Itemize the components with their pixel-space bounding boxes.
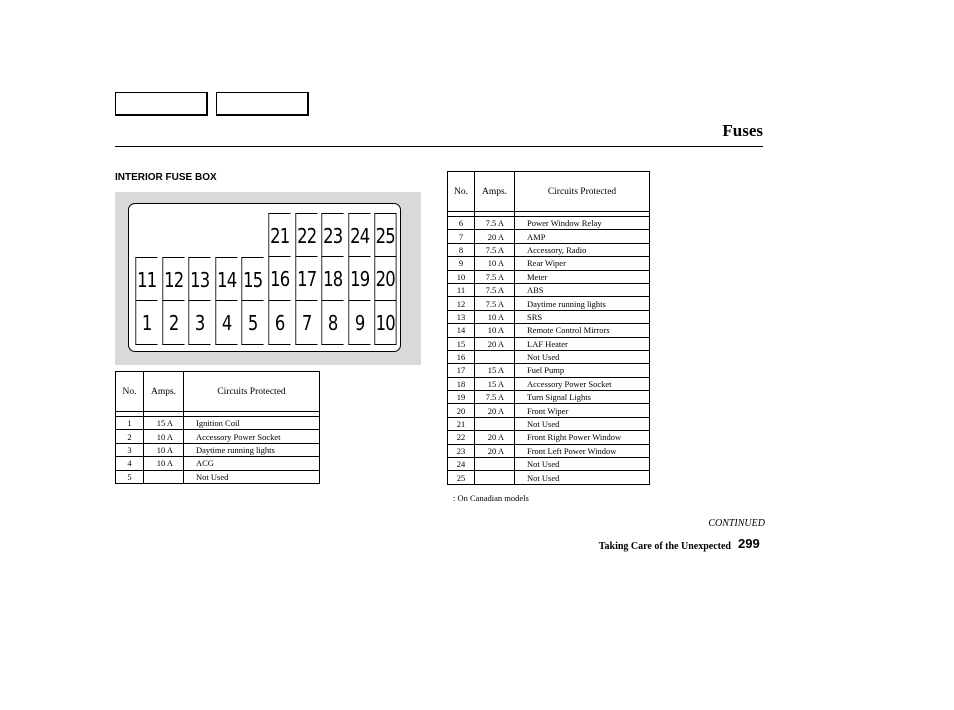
fuse-slot-label: 6 xyxy=(274,311,285,335)
cell-circuit: Accessory Power Socket xyxy=(184,430,320,443)
cell-amps: 20 A xyxy=(475,337,515,350)
cell-no: 10 xyxy=(448,270,475,283)
cell-circuit: Daytime running lights xyxy=(515,297,650,310)
cell-circuit: Daytime running lights xyxy=(184,443,320,456)
cell-amps xyxy=(475,458,515,471)
cell-amps: 20 A xyxy=(475,431,515,444)
fuse-slot-label: 20 xyxy=(376,267,396,291)
table-row xyxy=(448,337,650,350)
table-row xyxy=(116,470,320,483)
fuse-slot-label: 4 xyxy=(221,311,232,335)
fuse-slot-label: 15 xyxy=(243,268,263,292)
fuse-slot-label: 16 xyxy=(270,267,290,291)
cell-no: 16 xyxy=(448,350,475,363)
fuse-slot-8 xyxy=(322,301,344,345)
table-row xyxy=(116,443,320,456)
fuse-slot-10 xyxy=(375,301,397,345)
table-row xyxy=(448,364,650,377)
fuse-slot-11 xyxy=(135,257,157,301)
cell-no: 9 xyxy=(448,257,475,270)
cell-circuit: Not Used xyxy=(515,471,650,484)
cell-no: 25 xyxy=(448,471,475,484)
cell-amps: 20 A xyxy=(475,230,515,243)
cell-no: 24 xyxy=(448,458,475,471)
fuse-slot-label: 14 xyxy=(216,268,237,292)
fuse-slot-25 xyxy=(375,213,397,257)
table-row xyxy=(448,458,650,471)
chapter-title: Taking Care of the Unexpected xyxy=(598,541,731,552)
cell-amps: 7.5 A xyxy=(475,217,515,230)
fuse-slot-24 xyxy=(348,213,370,257)
col-header-circuits: Circuits Protected xyxy=(515,172,650,212)
cell-circuit: Power Window Relay xyxy=(515,217,650,230)
fuse-slot-17 xyxy=(295,257,317,301)
fuse-slot-label: 5 xyxy=(248,311,258,335)
table-row xyxy=(448,471,650,484)
cell-circuit: Not Used xyxy=(184,470,320,483)
fuse-slot-22 xyxy=(295,213,317,257)
fuse-slot-20 xyxy=(375,257,397,301)
cell-amps: 7.5 A xyxy=(475,283,515,296)
nav-tab-box-left[interactable] xyxy=(115,92,208,116)
table-row xyxy=(448,391,650,404)
cell-circuit: AMP xyxy=(515,230,650,243)
cell-amps xyxy=(475,417,515,430)
fuse-slot-label: 8 xyxy=(328,311,338,335)
fuse-slot-6 xyxy=(268,301,290,345)
footnote: : On Canadian models xyxy=(453,493,529,503)
cell-amps: 15 A xyxy=(475,364,515,377)
cell-circuit: ACG xyxy=(184,457,320,470)
fuse-slot-16 xyxy=(268,257,290,301)
cell-amps: 10 A xyxy=(144,430,184,443)
fuse-slot-23 xyxy=(322,213,344,257)
fuse-slot-label: 18 xyxy=(323,267,343,291)
cell-amps: 20 A xyxy=(475,444,515,457)
col-header-no: No. xyxy=(448,172,475,212)
cell-amps: 7.5 A xyxy=(475,297,515,310)
cell-circuit: Turn Signal Lights xyxy=(515,391,650,404)
table-row xyxy=(448,230,650,243)
cell-no: 7 xyxy=(448,230,475,243)
fuse-slot-19 xyxy=(348,257,370,301)
cell-circuit: Ignition Coil xyxy=(184,417,320,430)
fuse-slot-4 xyxy=(215,301,237,345)
fuse-slot-21 xyxy=(268,213,290,257)
cell-circuit: Accessory Power Socket xyxy=(515,377,650,390)
table-row xyxy=(116,457,320,470)
fuse-slot-1 xyxy=(135,301,157,345)
cell-circuit: LAF Heater xyxy=(515,337,650,350)
col-header-amps: Amps. xyxy=(475,172,515,212)
cell-no: 14 xyxy=(448,324,475,337)
cell-amps: 10 A xyxy=(475,257,515,270)
cell-circuit: Accessory, Radio xyxy=(515,243,650,256)
cell-circuit: Meter xyxy=(515,270,650,283)
cell-circuit: Remote Control Mirrors xyxy=(515,324,650,337)
table-row xyxy=(448,377,650,390)
col-header-circuits: Circuits Protected xyxy=(184,372,320,412)
fuse-table-6-25 xyxy=(447,171,650,485)
table-row xyxy=(448,257,650,270)
cell-circuit: ABS xyxy=(515,283,650,296)
table-row xyxy=(448,243,650,256)
cell-circuit: Not Used xyxy=(515,350,650,363)
fuse-slot-12 xyxy=(162,257,184,301)
cell-no: 18 xyxy=(448,377,475,390)
table-row xyxy=(448,283,650,296)
table-row xyxy=(448,297,650,310)
fuse-slot-label: 9 xyxy=(354,311,365,335)
section-heading: INTERIOR FUSE BOX xyxy=(115,172,217,183)
fuse-slot-3 xyxy=(189,301,211,345)
cell-amps: 7.5 A xyxy=(475,391,515,404)
cell-no: 17 xyxy=(448,364,475,377)
table-row xyxy=(448,417,650,430)
fuse-slot-2 xyxy=(162,301,184,345)
cell-no: 3 xyxy=(116,443,144,456)
fuse-slot-label: 10 xyxy=(376,311,396,335)
cell-no: 15 xyxy=(448,337,475,350)
fuse-slot-label: 19 xyxy=(349,267,370,291)
col-header-no: No. xyxy=(116,372,144,412)
cell-circuit: SRS xyxy=(515,310,650,323)
cell-amps: 15 A xyxy=(144,417,184,430)
page-number: 299 xyxy=(738,536,760,551)
fuse-slot-label: 23 xyxy=(323,224,343,248)
cell-no: 11 xyxy=(448,283,475,296)
cell-circuit: Front Left Power Window xyxy=(515,444,650,457)
cell-no: 5 xyxy=(116,470,144,483)
cell-amps: 7.5 A xyxy=(475,243,515,256)
cell-amps: 10 A xyxy=(144,443,184,456)
fuse-slot-9 xyxy=(348,301,370,345)
fuse-slot-label: 13 xyxy=(190,268,210,292)
table-row xyxy=(116,417,320,430)
cell-no: 19 xyxy=(448,391,475,404)
fuse-slot-label: 24 xyxy=(349,224,370,248)
cell-circuit: Not Used xyxy=(515,458,650,471)
fuse-slot-label: 7 xyxy=(301,311,312,335)
cell-circuit: Front Wiper xyxy=(515,404,650,417)
fuse-slot-13 xyxy=(189,257,211,301)
cell-amps xyxy=(144,470,184,483)
cell-amps: 10 A xyxy=(144,457,184,470)
table-row xyxy=(448,324,650,337)
cell-circuit: Front Right Power Window xyxy=(515,431,650,444)
fuse-slot-15 xyxy=(242,257,264,301)
fuse-slot-label: 1 xyxy=(141,311,152,335)
nav-tab-box-right[interactable] xyxy=(216,92,309,116)
cell-amps: 20 A xyxy=(475,404,515,417)
table-row xyxy=(448,444,650,457)
table-row xyxy=(448,431,650,444)
cell-amps: 7.5 A xyxy=(475,270,515,283)
fuse-slot-label: 12 xyxy=(163,268,183,292)
table-row xyxy=(448,217,650,230)
table-row xyxy=(448,404,650,417)
cell-circuit: Rear Wiper xyxy=(515,257,650,270)
fuse-slot-label: 11 xyxy=(137,268,157,292)
cell-amps: 10 A xyxy=(475,310,515,323)
cell-no: 20 xyxy=(448,404,475,417)
cell-no: 8 xyxy=(448,243,475,256)
col-header-amps: Amps. xyxy=(144,372,184,412)
fuse-table-1-5 xyxy=(115,371,320,484)
fuse-slot-18 xyxy=(322,257,344,301)
table-row xyxy=(448,350,650,363)
cell-amps: 15 A xyxy=(475,377,515,390)
cell-no: 21 xyxy=(448,417,475,430)
cell-no: 13 xyxy=(448,310,475,323)
cell-no: 6 xyxy=(448,217,475,230)
fuse-slot-label: 17 xyxy=(296,267,316,291)
table-row xyxy=(116,430,320,443)
cell-no: 22 xyxy=(448,431,475,444)
cell-amps: 10 A xyxy=(475,324,515,337)
fuse-slot-label: 21 xyxy=(270,224,290,248)
page-title: Fuses xyxy=(722,121,763,140)
table-row xyxy=(448,270,650,283)
fuse-slot-label: 3 xyxy=(195,311,205,335)
fuse-slot-7 xyxy=(295,301,317,345)
cell-no: 4 xyxy=(116,457,144,470)
cell-no: 1 xyxy=(116,417,144,430)
cell-amps xyxy=(475,471,515,484)
fuse-slot-label: 22 xyxy=(296,224,316,248)
title-divider xyxy=(115,146,763,147)
fuse-slot-5 xyxy=(242,301,264,345)
fuse-slot-14 xyxy=(215,257,237,301)
fuse-slot-label: 25 xyxy=(376,224,396,248)
fuse-slot-label: 2 xyxy=(168,311,179,335)
continued-label: CONTINUED xyxy=(708,518,765,529)
cell-no: 12 xyxy=(448,297,475,310)
cell-no: 23 xyxy=(448,444,475,457)
cell-amps xyxy=(475,350,515,363)
cell-circuit: Fuel Pump xyxy=(515,364,650,377)
cell-circuit: Not Used xyxy=(515,417,650,430)
cell-no: 2 xyxy=(116,430,144,443)
table-row xyxy=(448,310,650,323)
